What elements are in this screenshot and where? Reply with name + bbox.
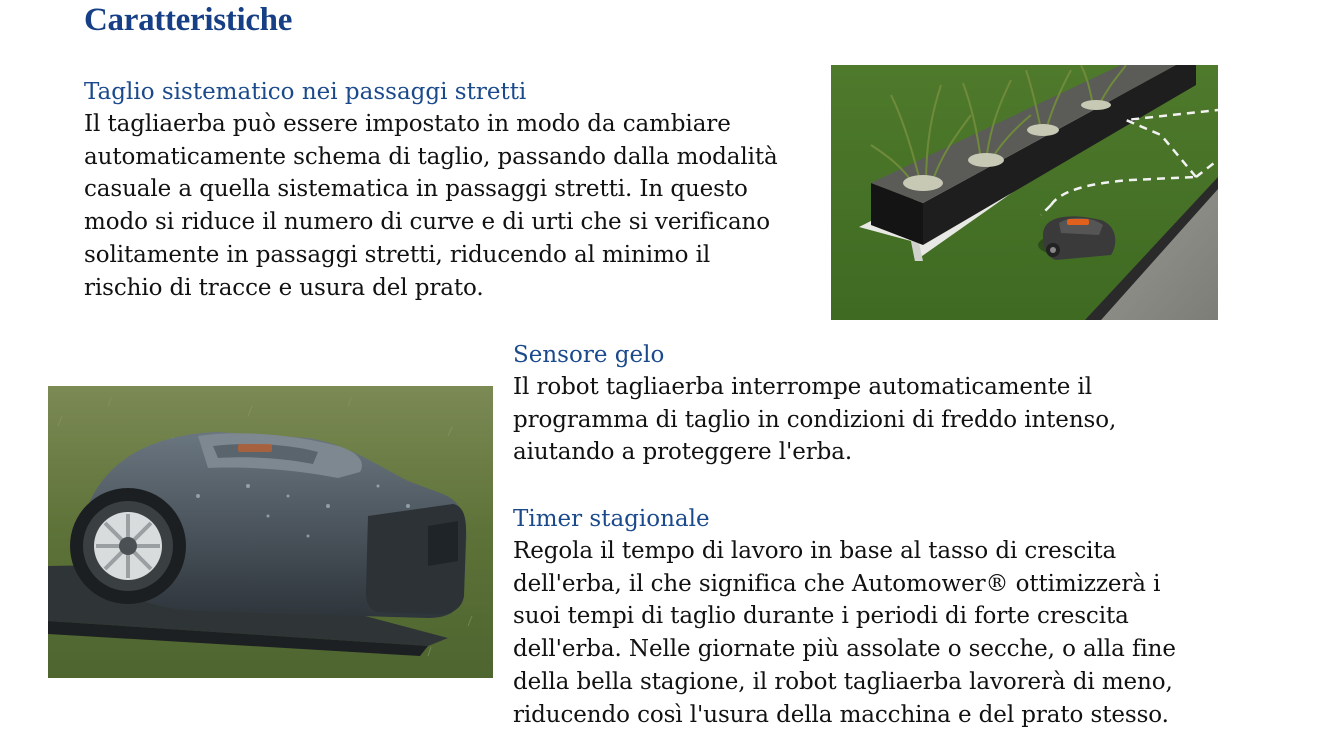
page-title: Caratteristiche <box>84 2 293 38</box>
section-seasonal-timer <box>513 503 1233 731</box>
section-narrow-passage <box>84 76 814 304</box>
text-line: Regola il tempo di lavoro in base al tasso di crescita <box>513 538 1117 564</box>
text-line: riducendo così l'usura della macchina e del prato stesso. <box>513 701 1169 728</box>
section-body <box>84 108 814 304</box>
section-heading: Timer stagionale <box>513 506 710 532</box>
text-line: casuale a quella sistematica in passaggi stretti. In questo <box>84 176 748 203</box>
section-body <box>513 535 1233 731</box>
section-frost-sensor <box>513 339 1213 469</box>
text-line: Il tagliaerba può essere impostato in modo da cambiare <box>84 111 731 137</box>
robot-mower-narrow-passage-photo <box>831 65 1218 320</box>
text-line: dell'erba, il che significa che Automower® ottimizzerà i <box>513 570 1161 597</box>
text-line: suoi tempi di taglio durante i periodi di forte crescita <box>513 603 1129 630</box>
text-line: solitamente in passaggi stretti, riducendo al minimo il <box>84 241 711 268</box>
text-line: dell'erba. Nelle giornate più assolate o secche, o alla fine <box>513 636 1176 663</box>
text-line: rischio di tracce e usura del prato. <box>84 274 484 301</box>
section-heading: Taglio sistematico nei passaggi stretti <box>84 79 527 105</box>
text-line: aiutando a proteggere l'erba. <box>513 439 853 466</box>
section-body <box>513 371 1213 469</box>
text-line: programma di taglio in condizioni di freddo intenso, <box>513 406 1117 433</box>
text-line: Il robot tagliaerba interrompe automaticamente il <box>513 374 1093 400</box>
text-line: modo si riduce il numero di curve e di urti che si verificano <box>84 209 771 236</box>
frosted-robot-mower-photo <box>48 386 493 678</box>
text-line: automaticamente schema di taglio, passando dalla modalità <box>84 143 778 170</box>
section-heading: Sensore gelo <box>513 342 665 368</box>
text-line: della bella stagione, il robot tagliaerba lavorerà di meno, <box>513 668 1173 695</box>
